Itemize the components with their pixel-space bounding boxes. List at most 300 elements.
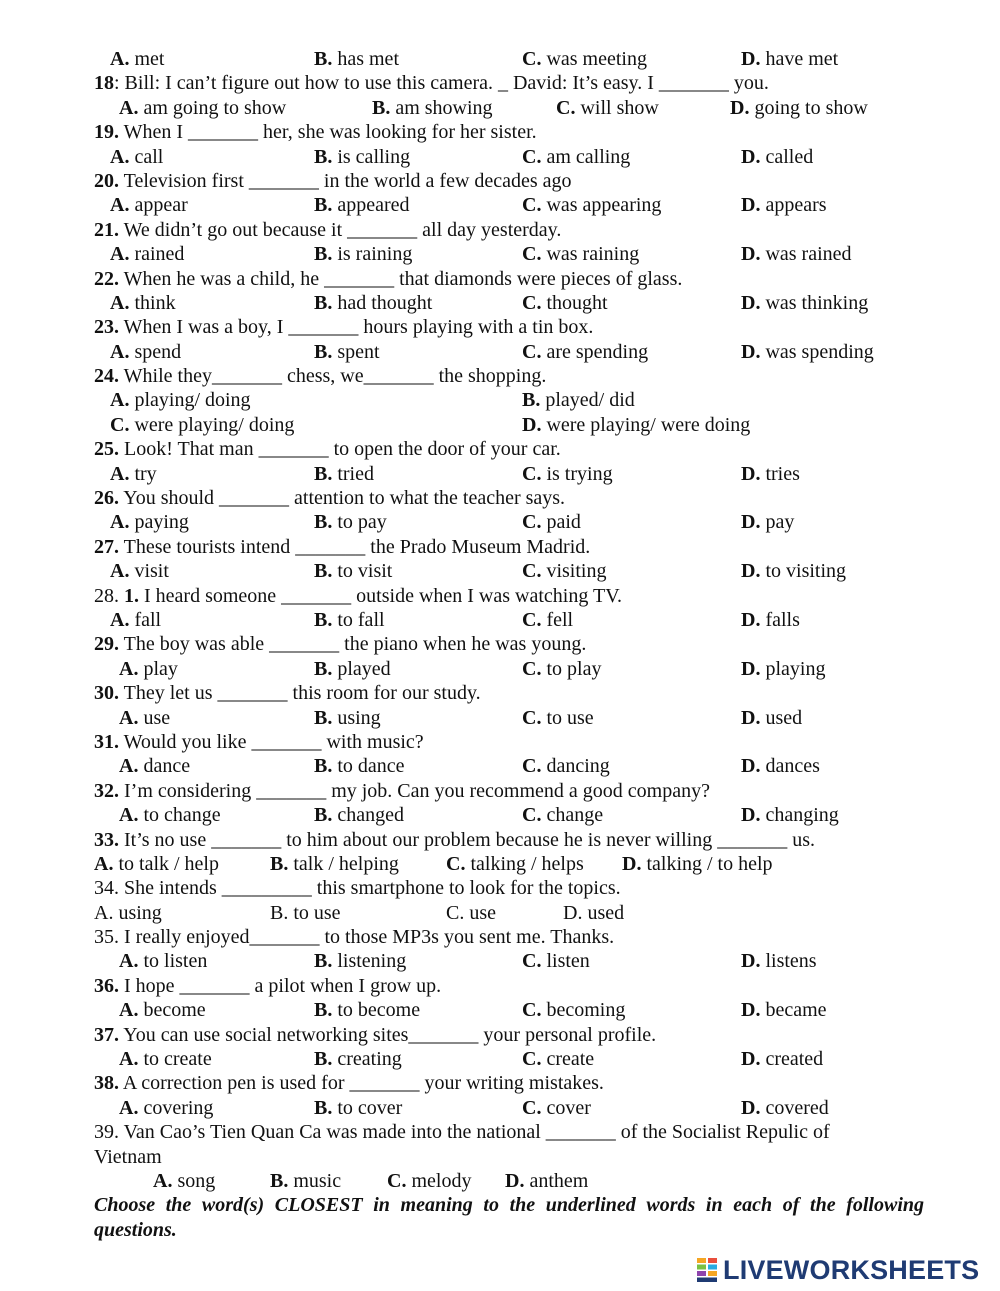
option-letter: D. (741, 243, 761, 266)
question-text (94, 876, 621, 900)
question-text (94, 779, 710, 803)
option-text: pay (765, 511, 795, 534)
answer-option[interactable] (741, 803, 839, 827)
option-letter: A. (110, 560, 130, 583)
answer-option[interactable] (741, 608, 800, 632)
option-text: music (293, 1169, 342, 1192)
answer-option[interactable] (110, 413, 294, 437)
question-text (94, 437, 561, 461)
option-text: was meeting (546, 48, 647, 70)
question-text (94, 632, 586, 656)
question-line (0, 730, 1000, 754)
option-letter: A. (119, 96, 139, 119)
option-text: visiting (546, 560, 607, 583)
question-segment: 35. I really enjoyed_______ to those MP3s you sent me. Thanks. (94, 926, 615, 949)
option-letter: A. (110, 48, 130, 70)
question-segment: You can use social networking sites_______ your personal profile. (119, 1023, 657, 1046)
answer-option[interactable] (741, 291, 868, 315)
option-letter: B. (314, 291, 333, 314)
question-segment: I’m considering _______ my job. Can you recommend a good company? (119, 779, 710, 802)
answer-option[interactable] (622, 852, 773, 876)
question-segment: The boy was able _______ the piano when he was young. (119, 633, 587, 656)
answer-option[interactable] (314, 47, 399, 71)
answer-option[interactable] (110, 462, 157, 486)
option-text: fall (134, 608, 162, 631)
option-text: have met (765, 48, 839, 70)
option-letter: A. (119, 755, 139, 778)
answer-option[interactable] (522, 1096, 591, 1120)
answer-option[interactable] (372, 96, 493, 120)
option-text: changed (337, 804, 404, 827)
answer-option[interactable] (110, 193, 188, 217)
option-text: use (143, 706, 171, 729)
answer-option[interactable] (522, 949, 590, 973)
question-text (94, 315, 593, 339)
option-letter: D. (741, 560, 761, 583)
question-line (0, 925, 1000, 949)
option-text: is raining (337, 243, 413, 266)
answer-option[interactable] (522, 340, 648, 364)
option-letter: B. (314, 1096, 333, 1119)
option-text: created (765, 1048, 824, 1071)
option-text: to play (546, 657, 602, 680)
question-text (94, 169, 572, 193)
option-letter: D. (741, 48, 761, 70)
option-letter: D. (741, 340, 761, 363)
option-letter: C. (522, 1048, 542, 1071)
question-line (0, 779, 1000, 803)
option-text: C. use (446, 901, 496, 924)
option-text: listen (546, 950, 590, 973)
option-letter: C. (556, 96, 576, 119)
answer-option[interactable] (522, 413, 750, 437)
option-letter: A. (119, 1096, 139, 1119)
option-letter: B. (314, 511, 333, 534)
option-text: played (337, 657, 391, 680)
option-letter: A. (110, 340, 130, 363)
question-segment: When I was a boy, I _______ hours playing with a tin box. (119, 316, 594, 339)
option-letter: A. (94, 852, 114, 875)
option-letter: D. (522, 413, 542, 436)
answer-option[interactable] (270, 852, 399, 876)
question-text (94, 730, 424, 754)
option-letter: A. (119, 950, 139, 973)
answer-option[interactable] (110, 608, 161, 632)
question-segment: : Bill: I can’t figure out how to use this camera. _ David: It’s easy. I _______ you. (114, 72, 769, 95)
question-text (94, 218, 561, 242)
option-letter: A. (119, 999, 139, 1022)
question-segment: When I _______ her, she was looking for her sister. (119, 121, 537, 144)
option-text: covered (765, 1096, 829, 1119)
answer-option[interactable] (94, 852, 219, 876)
option-text: to fall (337, 608, 385, 631)
answer-option[interactable] (314, 998, 420, 1022)
question-line (0, 1023, 1000, 1047)
question-text (94, 974, 441, 998)
option-letter: D. (741, 194, 761, 217)
option-text: D. used (563, 901, 625, 924)
option-letter: A. (110, 608, 130, 631)
option-letter: A. (110, 511, 130, 534)
answer-option[interactable] (110, 291, 176, 315)
option-letter: D. (741, 657, 761, 680)
question-text (94, 486, 565, 510)
option-text: dances (765, 755, 820, 778)
answer-option[interactable] (110, 388, 251, 412)
answer-option[interactable] (522, 706, 594, 730)
answer-option[interactable] (119, 657, 178, 681)
answer-option[interactable] (119, 706, 170, 730)
answer-option[interactable] (522, 559, 606, 583)
option-text: spent (337, 340, 380, 363)
answer-option[interactable] (119, 949, 207, 973)
answer-option[interactable] (387, 1169, 471, 1193)
answer-option[interactable] (314, 462, 374, 486)
answer-option[interactable] (314, 754, 405, 778)
answer-option[interactable] (522, 657, 601, 681)
question-line (0, 364, 1000, 388)
options-line (0, 901, 1000, 925)
option-text: paying (134, 511, 189, 534)
option-text: think (134, 291, 176, 314)
question-segment: Vietnam (94, 1145, 162, 1168)
answer-option[interactable] (270, 901, 341, 925)
answer-option[interactable] (94, 901, 162, 925)
option-text: creating (337, 1048, 402, 1071)
option-text: listening (337, 950, 407, 973)
option-text: visit (134, 560, 169, 583)
option-letter: C. (522, 755, 542, 778)
answer-option[interactable] (314, 559, 392, 583)
option-text: play (143, 657, 178, 680)
liveworksheets-logo[interactable] (697, 1254, 979, 1286)
answer-option[interactable] (314, 145, 410, 169)
answer-option[interactable] (119, 754, 190, 778)
answer-option[interactable] (314, 193, 410, 217)
option-text: listens (765, 950, 817, 973)
question-segment: These tourists intend _______ the Prado Museum Madrid. (119, 535, 591, 558)
option-letter: B. (314, 340, 333, 363)
answer-option[interactable] (730, 96, 868, 120)
option-text: had thought (337, 291, 433, 314)
option-text: will show (580, 96, 659, 119)
option-text: is calling (337, 145, 411, 168)
option-letter: D. (741, 291, 761, 314)
answer-option[interactable] (314, 1047, 402, 1071)
option-text: appear (134, 194, 188, 217)
answer-option[interactable] (153, 1169, 215, 1193)
answer-option[interactable] (741, 657, 825, 681)
question-segment: 21. (94, 218, 119, 241)
option-letter: D. (741, 608, 761, 631)
question-segment: While they_______ chess, we_______ the shopping. (119, 365, 547, 388)
option-text: changing (765, 804, 839, 827)
option-text: am calling (546, 145, 631, 168)
answer-option[interactable] (119, 998, 206, 1022)
question-text (94, 681, 481, 705)
question-line (0, 974, 1000, 998)
option-letter: A. (153, 1169, 173, 1192)
question-line (0, 315, 1000, 339)
answer-option[interactable] (741, 706, 802, 730)
option-text: dance (143, 755, 191, 778)
options-line (0, 949, 1000, 973)
options-line (0, 559, 1000, 583)
option-letter: D. (741, 1048, 761, 1071)
answer-option[interactable] (119, 1096, 213, 1120)
question-line (0, 535, 1000, 559)
option-letter: A. (110, 243, 130, 266)
question-segment: 27. (94, 535, 119, 558)
option-text: met (134, 48, 165, 70)
option-letter: C. (522, 560, 542, 583)
answer-option[interactable] (522, 608, 573, 632)
question-segment: 19. (94, 121, 119, 144)
answer-option[interactable] (522, 47, 647, 71)
answer-option[interactable] (556, 96, 659, 120)
option-text: am going to show (143, 96, 287, 119)
answer-option[interactable] (522, 803, 603, 827)
option-text: was rained (765, 243, 852, 266)
option-text: falls (765, 608, 800, 631)
option-text: anthem (529, 1169, 589, 1192)
question-segment: 30. (94, 682, 119, 705)
option-letter: C. (522, 48, 542, 70)
options-line (0, 608, 1000, 632)
option-letter: B. (270, 852, 289, 875)
option-letter: C. (522, 804, 542, 827)
option-letter: C. (522, 462, 542, 485)
answer-option[interactable] (110, 145, 163, 169)
question-segment: I hope _______ a pilot when I grow up. (119, 974, 442, 997)
answer-option[interactable] (522, 754, 610, 778)
options-line (0, 193, 1000, 217)
question-text (94, 364, 546, 388)
option-text: are spending (546, 340, 649, 363)
answer-option[interactable] (741, 559, 846, 583)
answer-option[interactable] (741, 242, 852, 266)
option-text: call (134, 145, 164, 168)
answer-option[interactable] (563, 901, 624, 925)
option-letter: D. (741, 706, 761, 729)
answer-option[interactable] (110, 47, 164, 71)
option-letter: B. (314, 755, 333, 778)
option-letter: A. (110, 389, 130, 412)
option-text: song (177, 1169, 216, 1192)
answer-option[interactable] (110, 559, 169, 583)
option-letter: A. (110, 194, 130, 217)
option-letter: B. (314, 950, 333, 973)
answer-option[interactable] (505, 1169, 588, 1193)
answer-option[interactable] (522, 1047, 594, 1071)
answer-option[interactable] (110, 510, 189, 534)
question-segment: A correction pen is used for _______ your writing mistakes. (119, 1072, 604, 1095)
option-text: talking / helps (470, 852, 584, 875)
option-text: used (765, 706, 803, 729)
option-letter: B. (314, 608, 333, 631)
question-segment: 1. (124, 584, 139, 607)
option-letter: A. (110, 145, 130, 168)
answer-option[interactable] (741, 145, 813, 169)
answer-option[interactable] (741, 510, 794, 534)
option-letter: C. (522, 657, 542, 680)
answer-option[interactable] (314, 949, 406, 973)
worksheet-page (0, 47, 1000, 1193)
option-letter: B. (314, 706, 333, 729)
answer-option[interactable] (314, 608, 385, 632)
answer-option[interactable] (119, 1047, 212, 1071)
option-text: to listen (143, 950, 208, 973)
option-text: paid (546, 511, 581, 534)
question-line (0, 437, 1000, 461)
option-text: spend (134, 340, 182, 363)
question-text (94, 535, 590, 559)
question-line (0, 584, 1000, 608)
question-line (0, 120, 1000, 144)
option-text: fell (546, 608, 574, 631)
question-segment: We didn’t go out because it _______ all day yesterday. (119, 218, 562, 241)
options-line (0, 1047, 1000, 1071)
answer-option[interactable] (741, 949, 817, 973)
answer-option[interactable] (741, 1096, 829, 1120)
question-segment: They let us _______ this room for our study. (119, 682, 481, 705)
option-letter: D. (741, 755, 761, 778)
question-segment: It’s no use _______ to him about our problem because he is never willing _______ us. (119, 828, 816, 851)
answer-option[interactable] (314, 291, 432, 315)
question-segment: 20. (94, 169, 119, 192)
question-segment: You should _______ attention to what the teacher says. (119, 487, 566, 510)
answer-option[interactable] (110, 242, 184, 266)
options-line (0, 1169, 1000, 1193)
answer-option[interactable] (741, 462, 800, 486)
option-letter: D. (741, 462, 761, 485)
answer-option[interactable] (119, 96, 286, 120)
option-text: playing/ doing (134, 389, 251, 412)
answer-option[interactable] (522, 291, 608, 315)
option-letter: B. (314, 999, 333, 1022)
answer-option[interactable] (522, 998, 625, 1022)
option-letter: B. (314, 1048, 333, 1071)
options-line (0, 998, 1000, 1022)
question-segment: 33. (94, 828, 119, 851)
option-text: appeared (337, 194, 410, 217)
question-segment: 32. (94, 779, 119, 802)
options-line (0, 510, 1000, 534)
answer-option[interactable] (314, 242, 412, 266)
options-line (0, 145, 1000, 169)
answer-option[interactable] (314, 340, 380, 364)
question-segment: 25. (94, 438, 119, 461)
option-letter: C. (446, 852, 466, 875)
answer-option[interactable] (314, 803, 404, 827)
answer-option[interactable] (522, 510, 581, 534)
question-segment: 39. Van Cao’s Tien Quan Ca was made into the national _______ of the Socialist Repulic of (94, 1121, 830, 1144)
answer-option[interactable] (741, 47, 838, 71)
answer-option[interactable] (741, 754, 820, 778)
answer-option[interactable] (314, 510, 387, 534)
answer-option[interactable] (446, 901, 496, 925)
answer-option[interactable] (446, 852, 584, 876)
answer-option[interactable] (270, 1169, 341, 1193)
option-text: using (337, 706, 381, 729)
answer-option[interactable] (314, 657, 391, 681)
option-letter: C. (522, 608, 542, 631)
option-letter: C. (522, 999, 542, 1022)
option-letter: C. (522, 706, 542, 729)
answer-option[interactable] (741, 193, 827, 217)
option-letter: D. (741, 950, 761, 973)
option-text: talk / helping (293, 852, 399, 875)
options-line (0, 340, 1000, 364)
options-line (0, 96, 1000, 120)
question-text (94, 1023, 656, 1047)
question-segment: 18 (94, 72, 114, 95)
option-letter: A. (119, 657, 139, 680)
options-line (0, 242, 1000, 266)
section-instruction: Choose the word(s) CLOSEST in meaning to the underlined words in each of the following questions. (94, 1194, 924, 1241)
option-text: tries (765, 462, 800, 485)
option-text: rained (134, 243, 185, 266)
option-text: was raining (546, 243, 640, 266)
option-letter: B. (314, 657, 333, 680)
option-text: to change (143, 804, 221, 827)
option-text: becoming (546, 999, 626, 1022)
answer-option[interactable] (119, 803, 221, 827)
question-line (0, 876, 1000, 900)
option-text: covering (143, 1096, 214, 1119)
question-segment: 23. (94, 316, 119, 339)
question-line (0, 486, 1000, 510)
options-line (0, 657, 1000, 681)
question-line (0, 218, 1000, 242)
option-letter: C. (522, 340, 542, 363)
answer-option[interactable] (741, 998, 827, 1022)
answer-option[interactable] (314, 706, 381, 730)
option-text: cover (546, 1096, 591, 1119)
answer-option[interactable] (522, 388, 635, 412)
answer-option[interactable] (741, 340, 874, 364)
question-line (0, 169, 1000, 193)
option-letter: C. (522, 194, 542, 217)
question-text (94, 267, 682, 291)
option-letter: C. (110, 413, 130, 436)
answer-option[interactable] (522, 193, 661, 217)
option-text: to dance (337, 755, 405, 778)
answer-option[interactable] (314, 1096, 402, 1120)
option-letter: C. (522, 291, 542, 314)
question-segment: Would you like _______ with music? (119, 730, 424, 753)
option-letter: D. (741, 1096, 761, 1119)
option-text: was thinking (765, 291, 869, 314)
question-line (0, 828, 1000, 852)
option-text: played/ did (545, 389, 635, 412)
question-line (0, 1120, 1000, 1144)
answer-option[interactable] (522, 242, 639, 266)
option-letter: D. (741, 999, 761, 1022)
option-letter: A. (110, 291, 130, 314)
answer-option[interactable] (522, 462, 613, 486)
answer-option[interactable] (110, 340, 181, 364)
answer-option[interactable] (522, 145, 630, 169)
question-text (94, 1071, 604, 1095)
liveworksheets-mark-icon (697, 1258, 717, 1282)
option-text: to visiting (765, 560, 847, 583)
option-letter: C. (522, 243, 542, 266)
option-text: am showing (395, 96, 493, 119)
option-text: tried (337, 462, 374, 485)
question-segment: 29. (94, 633, 119, 656)
answer-option[interactable] (741, 1047, 823, 1071)
